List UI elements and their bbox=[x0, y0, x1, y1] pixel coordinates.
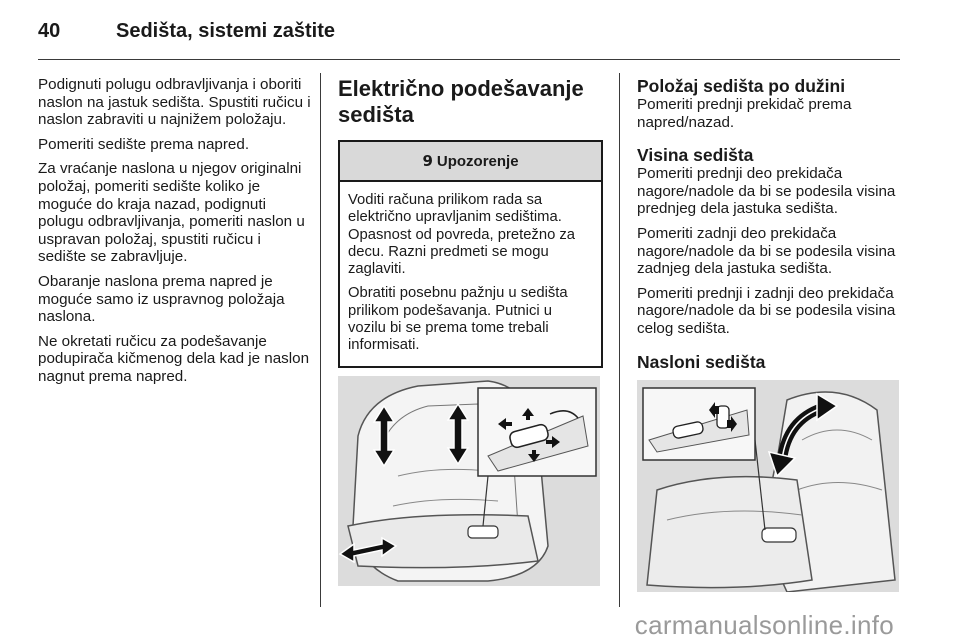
paragraph: Ne okretati ručicu za podešavanje podupirača kičmenog dela kad je naslon nagnut prema napred. bbox=[38, 332, 310, 385]
warning-icon: 9 bbox=[422, 152, 433, 170]
header-rule bbox=[38, 59, 900, 60]
section-heading: Položaj sedišta po dužini bbox=[637, 76, 846, 96]
page-title: Sedišta, sistemi zaštite bbox=[116, 20, 335, 42]
paragraph: Pomeriti zadnji deo prekidača nagore/nadole da bi se podesila visina zadnjeg dela jastuka sedišta. bbox=[637, 224, 896, 278]
section-heading: Nasloni sedišta bbox=[637, 351, 766, 372]
section-heading: Električno podešavanje sedišta bbox=[338, 76, 584, 127]
column-divider bbox=[619, 73, 620, 607]
seat-controls-illustration bbox=[338, 376, 600, 586]
paragraph: Podignuti polugu odbravljivanja i oboriti naslon na jastuk sedišta. Spustiti ručicu i naslon zabraviti u najnižem položaju. bbox=[38, 76, 311, 129]
warning-paragraph: Voditi računa prilikom rada sa električno upravljanim sedištima. Opasnost od povreda, pretežno za decu. Razni predmeti se mogu zaglaviti. bbox=[348, 192, 576, 278]
warning-box bbox=[338, 140, 603, 368]
paragraph: Za vraćanje naslona u njegov originalni položaj, pomeriti sedište koliko je moguće do kraja nazad, podignuti polugu odbravljivanja, pomeriti naslon u uspravan položaj, spustiti ručicu i sedište se zabravljuje. bbox=[38, 160, 305, 266]
section-heading: Visina sedišta bbox=[637, 145, 754, 166]
column-middle bbox=[338, 76, 603, 586]
warning-body bbox=[340, 182, 601, 366]
watermark: carmanualsonline.info bbox=[634, 610, 894, 640]
warning-paragraph: Obratiti posebnu pažnju u sedišta prilikom podešavanja. Putnici u vozilu bi se prema tome trebali informisati. bbox=[348, 285, 568, 354]
page-number: 40 bbox=[38, 20, 61, 42]
paragraph: Pomeriti prednji i zadnji deo prekidača nagore/nadole da bi se podesila visina celog sedišta. bbox=[637, 284, 896, 337]
column-divider bbox=[320, 73, 321, 607]
seatback-illustration bbox=[637, 380, 899, 592]
page-header bbox=[0, 0, 960, 60]
paragraph: Pomeriti prednji deo prekidača nagore/nadole da bi se podesila visina prednjeg dela jastuka sedišta. bbox=[637, 165, 896, 218]
warning-header bbox=[340, 142, 601, 182]
paragraph: Obaranje naslona prema napred je moguće samo iz uspravnog položaja naslona. bbox=[38, 272, 285, 326]
paragraph: Pomeriti sedište prema napred. bbox=[38, 135, 250, 153]
column-left bbox=[38, 76, 313, 393]
warning-label: Upozorenje bbox=[436, 152, 519, 170]
paragraph: Pomeriti prednji prekidač prema napred/nazad. bbox=[637, 96, 852, 131]
column-right bbox=[637, 76, 905, 592]
